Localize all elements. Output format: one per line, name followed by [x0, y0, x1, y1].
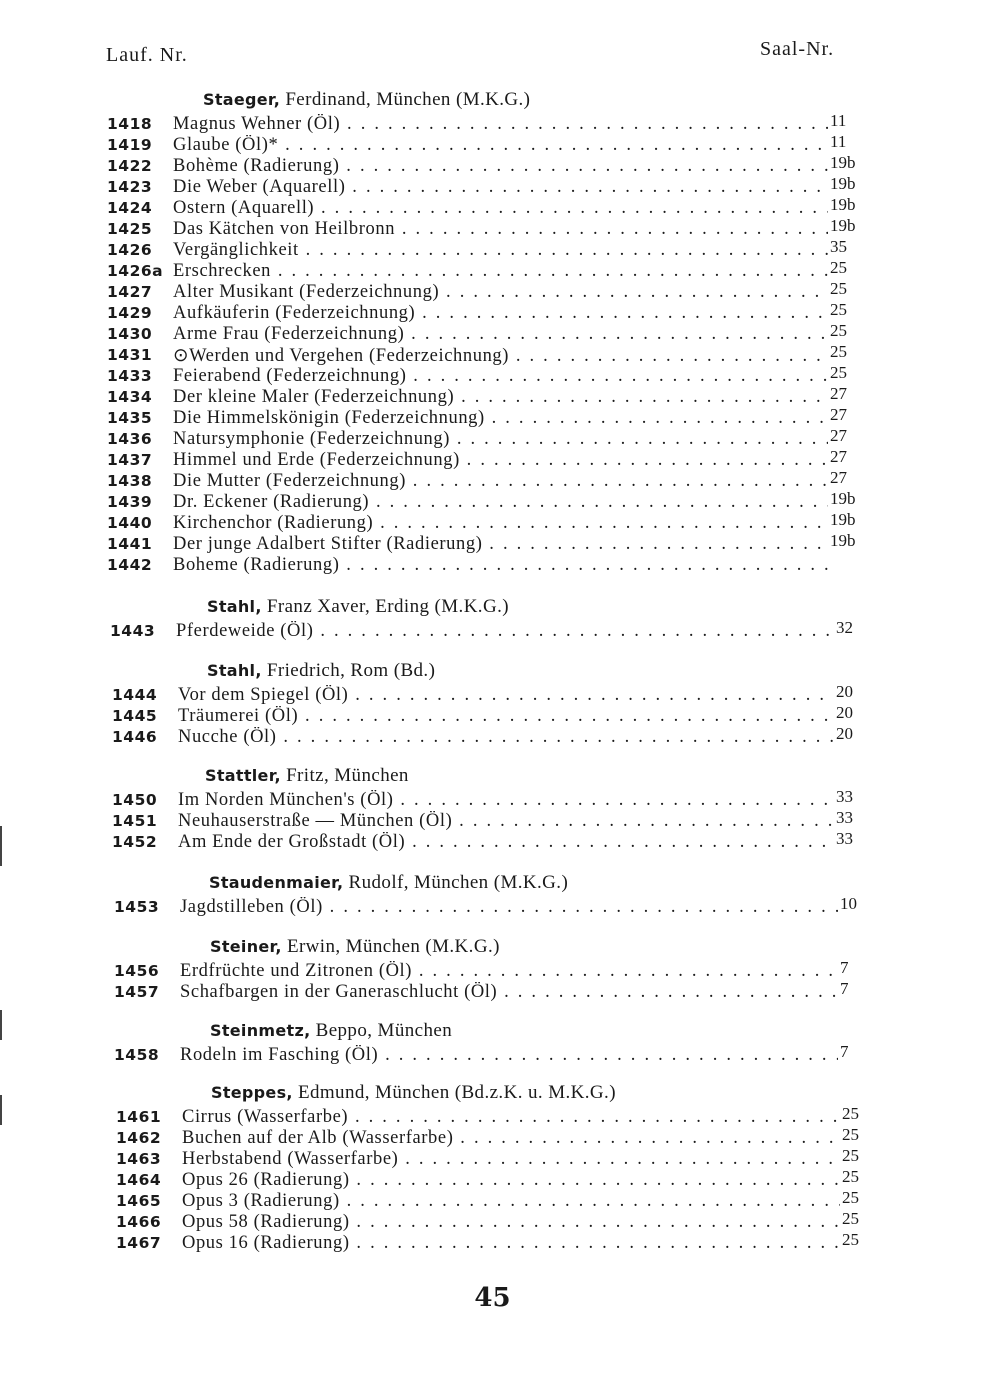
- entry-number: 1425: [107, 220, 153, 238]
- entry-title: Herbstabend (Wasserfarbe) . . .: [182, 1149, 842, 1170]
- entry-title: Der junge Adalbert Stifter (Radierung) . . .: [173, 534, 830, 555]
- artist-name: Steiner,: [210, 937, 282, 956]
- catalog-entry: [114, 979, 849, 1003]
- entry-title: Vor dem Spiegel (Öl) . . .: [178, 685, 836, 706]
- artist-name: Staudenmaier,: [209, 873, 344, 892]
- entry-title: Die Mutter (Federzeichnung) . . .: [173, 471, 830, 492]
- catalog-entry: [112, 829, 853, 853]
- entry-number: 1444: [112, 686, 158, 704]
- entry-title: Der kleine Maler (Federzeichnung) . . .: [173, 387, 830, 408]
- artist-heading: [0, 88, 1000, 112]
- entry-number: 1465: [116, 1192, 162, 1210]
- entry-title: ⊙Werden und Vergehen (Federzeichnung) . . .: [173, 345, 830, 367]
- artist-detail: Edmund, München (Bd.z.K. u. M.K.G.): [297, 1082, 616, 1103]
- entry-number: 1463: [116, 1150, 162, 1168]
- entry-saal-number: 27: [828, 426, 864, 446]
- catalog-entry: [107, 555, 830, 576]
- entry-saal-number: 25: [828, 300, 864, 320]
- entry-number: 1437: [107, 451, 153, 469]
- entry-number: 1426: [107, 241, 153, 259]
- catalog-entry: [116, 1188, 859, 1212]
- catalog-entry: [107, 237, 847, 261]
- entry-number: 1457: [114, 983, 160, 1001]
- artist-section: [0, 764, 1000, 853]
- catalog-entry: [114, 958, 849, 982]
- entry-saal-number: 20: [834, 703, 870, 723]
- entry-saal-number: 25: [828, 363, 864, 383]
- entry-saal-number: 10: [838, 894, 874, 914]
- entry-saal-number: 35: [828, 237, 864, 257]
- entry-saal-number: 25: [840, 1125, 876, 1145]
- catalog-sections: [0, 88, 1000, 1254]
- entry-title: Dr. Eckener (Radierung) . . .: [173, 492, 830, 513]
- scan-edge-mark: [0, 826, 2, 866]
- entry-number: 1435: [107, 409, 153, 427]
- artist-section: [0, 871, 1000, 918]
- artist-heading: [0, 764, 1000, 788]
- entry-number: 1440: [107, 514, 153, 532]
- entry-title: Das Kätchen von Heilbronn . . .: [173, 219, 830, 240]
- artist-name: Staeger,: [203, 90, 281, 109]
- entry-title: Die Weber (Aquarell) . . .: [173, 177, 830, 198]
- entry-saal-number: 25: [840, 1167, 876, 1187]
- entry-number: 1458: [114, 1046, 160, 1064]
- entry-saal-number: 25: [828, 321, 864, 341]
- entry-number: 1443: [110, 622, 156, 640]
- entry-title: Pferdeweide (Öl) . . .: [176, 621, 836, 642]
- artist-name: Stahl,: [207, 661, 262, 680]
- entry-saal-number: 7: [838, 979, 874, 999]
- entry-number: 1446: [112, 728, 158, 746]
- catalog-entry: [107, 132, 847, 156]
- catalog-entry: [116, 1125, 859, 1149]
- entry-title: Opus 58 (Radierung) . . .: [182, 1212, 842, 1233]
- entry-saal-number: 19b: [828, 531, 864, 551]
- entry-number: 1441: [107, 535, 153, 553]
- catalog-entry: [110, 618, 853, 642]
- entry-number: 1426a: [107, 262, 164, 280]
- catalog-entry: [107, 426, 847, 450]
- column-header-lauf-nr: Lauf. Nr.: [106, 44, 188, 66]
- entry-number: 1431: [107, 346, 153, 364]
- artist-section: [0, 595, 1000, 642]
- artist-section: [0, 1019, 1000, 1066]
- entry-title: Schafbargen in der Ganeraschlucht (Öl) . . .: [180, 982, 840, 1003]
- entry-number: 1434: [107, 388, 153, 406]
- entry-saal-number: 20: [834, 682, 870, 702]
- entry-saal-number: 25: [840, 1209, 876, 1229]
- artist-heading: [0, 659, 1000, 683]
- entry-number: 1433: [107, 367, 153, 385]
- entry-title: Erschrecken . . .: [173, 261, 830, 282]
- entry-saal-number: 25: [840, 1230, 876, 1250]
- entry-saal-number: 11: [828, 111, 864, 131]
- catalog-entry: [107, 111, 847, 135]
- entry-number: 1445: [112, 707, 158, 725]
- catalog-entry: [107, 258, 847, 282]
- entry-saal-number: 19b: [828, 216, 864, 236]
- entry-number: 1439: [107, 493, 153, 511]
- entry-title: Ostern (Aquarell) . . .: [173, 198, 830, 219]
- entry-title: Cirrus (Wasserfarbe) . . .: [182, 1107, 842, 1128]
- artist-detail: Fritz, München: [286, 765, 409, 786]
- artist-detail: Beppo, München: [315, 1020, 453, 1041]
- entry-saal-number: 27: [828, 468, 864, 488]
- entry-number: 1467: [116, 1234, 162, 1252]
- entry-title: Die Himmelskönigin (Federzeichnung) . . .: [173, 408, 830, 429]
- entry-number: 1427: [107, 283, 153, 301]
- artist-detail: Ferdinand, München (M.K.G.): [285, 89, 531, 110]
- entry-title: Buchen auf der Alb (Wasserfarbe) . . .: [182, 1128, 842, 1149]
- artist-heading: [0, 595, 1000, 619]
- entry-number: 1429: [107, 304, 153, 322]
- artist-heading: [0, 871, 1000, 895]
- entry-title: Vergänglichkeit . . .: [173, 240, 830, 261]
- artist-detail: Rudolf, München (M.K.G.): [348, 872, 569, 893]
- artist-detail: Friedrich, Rom (Bd.): [266, 660, 436, 681]
- entry-title: Arme Frau (Federzeichnung) . . .: [173, 324, 830, 345]
- catalog-entry: [112, 787, 853, 811]
- entry-number: 1430: [107, 325, 153, 343]
- entry-number: 1438: [107, 472, 153, 490]
- entry-title: Bohème (Radierung) . . .: [173, 156, 830, 177]
- catalog-entry: [107, 195, 856, 219]
- entry-title: Kirchenchor (Radierung) . . .: [173, 513, 830, 534]
- entry-saal-number: 11: [828, 132, 864, 152]
- catalog-entry: [116, 1230, 859, 1254]
- entry-saal-number: 25: [840, 1146, 876, 1166]
- catalog-entry: [107, 531, 856, 555]
- entry-saal-number: 7: [838, 1042, 874, 1062]
- entry-number: 1461: [116, 1108, 162, 1126]
- catalog-entry: [116, 1104, 859, 1128]
- entry-number: 1442: [107, 556, 153, 574]
- entry-title: Im Norden München's (Öl) . . .: [178, 790, 836, 811]
- entry-title: Natursymphonie (Federzeichnung) . . .: [173, 429, 830, 450]
- entry-number: 1462: [116, 1129, 162, 1147]
- entry-title: Rodeln im Fasching (Öl) . . .: [180, 1045, 840, 1066]
- entry-title: Erdfrüchte und Zitronen (Öl) . . .: [180, 961, 840, 982]
- entry-title: Aufkäuferin (Federzeichnung) . . .: [173, 303, 830, 324]
- catalog-entry: [112, 724, 853, 748]
- catalog-entry: [107, 279, 847, 303]
- catalog-entry: [112, 808, 853, 832]
- entry-number: 1456: [114, 962, 160, 980]
- artist-section: [0, 88, 1000, 576]
- catalog-entry: [107, 468, 847, 492]
- entry-saal-number: 33: [834, 829, 870, 849]
- entry-saal-number: 25: [828, 342, 864, 362]
- entry-number: 1453: [114, 898, 160, 916]
- column-header-saal-nr: Saal-Nr.: [760, 38, 835, 60]
- entry-title: Magnus Wehner (Öl) . . .: [173, 114, 830, 135]
- page-number: 45: [474, 1283, 511, 1313]
- entry-saal-number: 33: [834, 787, 870, 807]
- artist-name: Stahl,: [207, 597, 262, 616]
- entry-saal-number: 19b: [828, 174, 864, 194]
- scan-edge-mark: [0, 1010, 2, 1040]
- entry-saal-number: 27: [828, 447, 864, 467]
- catalog-entry: [107, 216, 856, 240]
- entry-number: 1466: [116, 1213, 162, 1231]
- catalog-entry: [116, 1167, 859, 1191]
- entry-saal-number: 20: [834, 724, 870, 744]
- entry-number: 1422: [107, 157, 153, 175]
- entry-saal-number: 19b: [828, 153, 864, 173]
- artist-heading: [0, 1081, 1000, 1105]
- scan-edge-mark: [0, 1095, 2, 1125]
- entry-saal-number: 32: [834, 618, 870, 638]
- catalog-entry: [112, 703, 853, 727]
- artist-section: [0, 935, 1000, 1003]
- entry-title: Neuhauserstraße — München (Öl) . . .: [178, 811, 836, 832]
- catalog-entry: [107, 405, 847, 429]
- entry-title: Am Ende der Großstadt (Öl) . . .: [178, 832, 836, 853]
- entry-number: 1419: [107, 136, 153, 154]
- entry-title: Alter Musikant (Federzeichnung) . . .: [173, 282, 830, 303]
- catalog-entry: [112, 682, 853, 706]
- entry-number: 1423: [107, 178, 153, 196]
- catalog-entry: [107, 489, 856, 513]
- catalog-entry: [107, 153, 856, 177]
- entry-saal-number: 27: [828, 405, 864, 425]
- entry-saal-number: 25: [828, 258, 864, 278]
- entry-title: Nucche (Öl) . . .: [178, 727, 836, 748]
- entry-saal-number: 27: [828, 384, 864, 404]
- artist-name: Stattler,: [205, 766, 281, 785]
- entry-title: Feierabend (Federzeichnung) . . .: [173, 366, 830, 387]
- catalog-entry: [107, 510, 856, 534]
- entry-saal-number: 19b: [828, 195, 864, 215]
- entry-title: Himmel und Erde (Federzeichnung) . . .: [173, 450, 830, 471]
- artist-heading: [0, 935, 1000, 959]
- entry-title: Boheme (Radierung) . . .: [173, 555, 830, 576]
- entry-saal-number: 25: [828, 279, 864, 299]
- catalog-entry: [107, 384, 847, 408]
- entry-title: Träumerei (Öl) . . .: [178, 706, 836, 727]
- entry-number: 1464: [116, 1171, 162, 1189]
- entry-number: 1451: [112, 812, 158, 830]
- catalog-entry: [116, 1209, 859, 1233]
- entry-number: 1418: [107, 115, 153, 133]
- entry-title: Glaube (Öl)* . . .: [173, 135, 830, 156]
- entry-title: Jagdstilleben (Öl) . . .: [180, 897, 840, 918]
- artist-detail: Franz Xaver, Erding (M.K.G.): [266, 596, 509, 617]
- entry-number: 1450: [112, 791, 158, 809]
- entry-saal-number: 25: [840, 1104, 876, 1124]
- catalog-entry: [116, 1146, 859, 1170]
- catalog-entry: [107, 300, 847, 324]
- catalog-entry: [107, 321, 847, 345]
- entry-title: Opus 26 (Radierung) . . .: [182, 1170, 842, 1191]
- entry-number: 1452: [112, 833, 158, 851]
- entry-number: 1436: [107, 430, 153, 448]
- catalog-entry: [107, 174, 856, 198]
- artist-name: Steinmetz,: [210, 1021, 311, 1040]
- entry-saal-number: 19b: [828, 510, 864, 530]
- catalog-entry: [114, 1042, 849, 1066]
- entry-saal-number: 33: [834, 808, 870, 828]
- artist-detail: Erwin, München (M.K.G.): [286, 936, 500, 957]
- artist-heading: [0, 1019, 1000, 1043]
- artist-name: Steppes,: [211, 1083, 293, 1102]
- catalog-entry: [107, 447, 847, 471]
- artist-section: [0, 659, 1000, 748]
- entry-saal-number: 25: [840, 1188, 876, 1208]
- entry-title: Opus 3 (Radierung) . . .: [182, 1191, 842, 1212]
- artist-section: [0, 1081, 1000, 1254]
- catalog-entry: [107, 342, 847, 366]
- entry-saal-number: 7: [838, 958, 874, 978]
- catalog-entry: [114, 894, 857, 918]
- catalog-entry: [107, 363, 847, 387]
- entry-title: Opus 16 (Radierung) . . .: [182, 1233, 842, 1254]
- entry-number: 1424: [107, 199, 153, 217]
- entry-saal-number: 19b: [828, 489, 864, 509]
